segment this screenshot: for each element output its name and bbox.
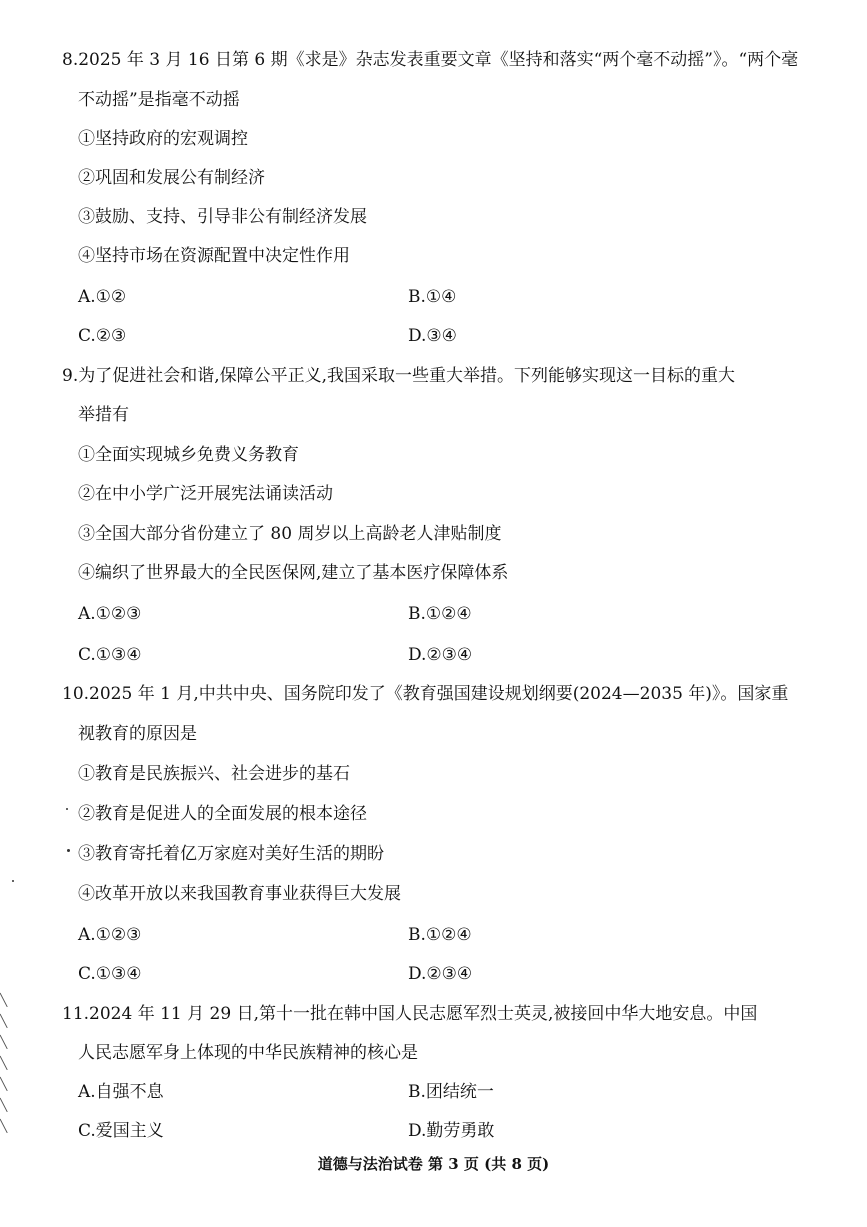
question-10-option-a[interactable]: A.①②③ bbox=[78, 925, 142, 945]
page-footer: 道德与法治试卷 第 3 页 (共 8 页) bbox=[317, 1155, 550, 1173]
binding-margin-marks: ╲ ╲ ╲ ╲ ╲ ╲ ╲ bbox=[0, 993, 8, 1133]
question-8-statement-2: ②巩固和发展公有制经济 bbox=[78, 168, 265, 188]
question-10-stem-line-1: 10.2025 年 1 月,中共中央、国务院印发了《教育强国建设规划纲要(2024—2035 年)》。国家重 bbox=[62, 684, 789, 704]
question-9-option-a[interactable]: A.①②③ bbox=[78, 604, 142, 624]
question-10-stem-line-2: 视教育的原因是 bbox=[78, 724, 197, 744]
question-8-statement-3: ③鼓励、支持、引导非公有制经济发展 bbox=[78, 207, 367, 227]
question-9-option-d[interactable]: D.②③④ bbox=[408, 645, 473, 665]
question-8-option-c[interactable]: C.②③ bbox=[78, 326, 127, 346]
question-9-statement-4: ④编织了世界最大的全民医保网,建立了基本医疗保障体系 bbox=[78, 563, 509, 583]
question-9-option-b[interactable]: B.①②④ bbox=[408, 604, 472, 624]
question-8-stem-line-1: 8.2025 年 3 月 16 日第 6 期《求是》杂志发表重要文章《坚持和落实“两个毫不动摇”》。“两个毫 bbox=[62, 50, 799, 70]
question-10-statement-1: ①教育是民族振兴、社会进步的基石 bbox=[78, 764, 350, 784]
question-8-option-b[interactable]: B.①④ bbox=[408, 287, 457, 307]
scan-speck bbox=[66, 808, 68, 810]
question-8-statement-4: ④坚持市场在资源配置中决定性作用 bbox=[78, 246, 350, 266]
scan-speck bbox=[67, 849, 70, 852]
question-11-option-d[interactable]: D.勤劳勇敢 bbox=[408, 1121, 495, 1141]
question-11-option-a[interactable]: A.自强不息 bbox=[78, 1082, 164, 1102]
question-10-statement-2: ②教育是促进人的全面发展的根本途径 bbox=[78, 804, 367, 824]
question-10-option-d[interactable]: D.②③④ bbox=[408, 964, 473, 984]
question-8-stem-line-2: 不动摇”是指毫不动摇 bbox=[78, 90, 240, 110]
question-8-statement-1: ①坚持政府的宏观调控 bbox=[78, 129, 248, 149]
question-11-stem-line-1: 11.2024 年 11 月 29 日,第十一批在韩中国人民志愿军烈士英灵,被接回中华大地安息。中国 bbox=[62, 1004, 758, 1024]
question-8-option-a[interactable]: A.①② bbox=[78, 287, 127, 307]
question-10-option-b[interactable]: B.①②④ bbox=[408, 925, 472, 945]
question-8-option-d[interactable]: D.③④ bbox=[408, 326, 457, 346]
question-9-statement-1: ①全面实现城乡免费义务教育 bbox=[78, 445, 299, 465]
question-9-stem-line-2: 举措有 bbox=[78, 405, 129, 425]
question-11-option-c[interactable]: C.爱国主义 bbox=[78, 1121, 164, 1141]
question-9-stem-line-1: 9.为了促进社会和谐,保障公平正义,我国采取一些重大举措。下列能够实现这一目标的重大 bbox=[62, 366, 736, 386]
question-10-statement-3: ③教育寄托着亿万家庭对美好生活的期盼 bbox=[78, 844, 384, 864]
question-10-option-c[interactable]: C.①③④ bbox=[78, 964, 142, 984]
question-10-statement-4: ④改革开放以来我国教育事业获得巨大发展 bbox=[78, 884, 401, 904]
scan-speck bbox=[12, 880, 14, 882]
question-11-option-b[interactable]: B.团结统一 bbox=[408, 1082, 494, 1102]
question-9-statement-3: ③全国大部分省份建立了 80 周岁以上高龄老人津贴制度 bbox=[78, 524, 502, 544]
question-9-option-c[interactable]: C.①③④ bbox=[78, 645, 142, 665]
question-9-statement-2: ②在中小学广泛开展宪法诵读活动 bbox=[78, 484, 333, 504]
question-11-stem-line-2: 人民志愿军身上体现的中华民族精神的核心是 bbox=[78, 1043, 418, 1063]
